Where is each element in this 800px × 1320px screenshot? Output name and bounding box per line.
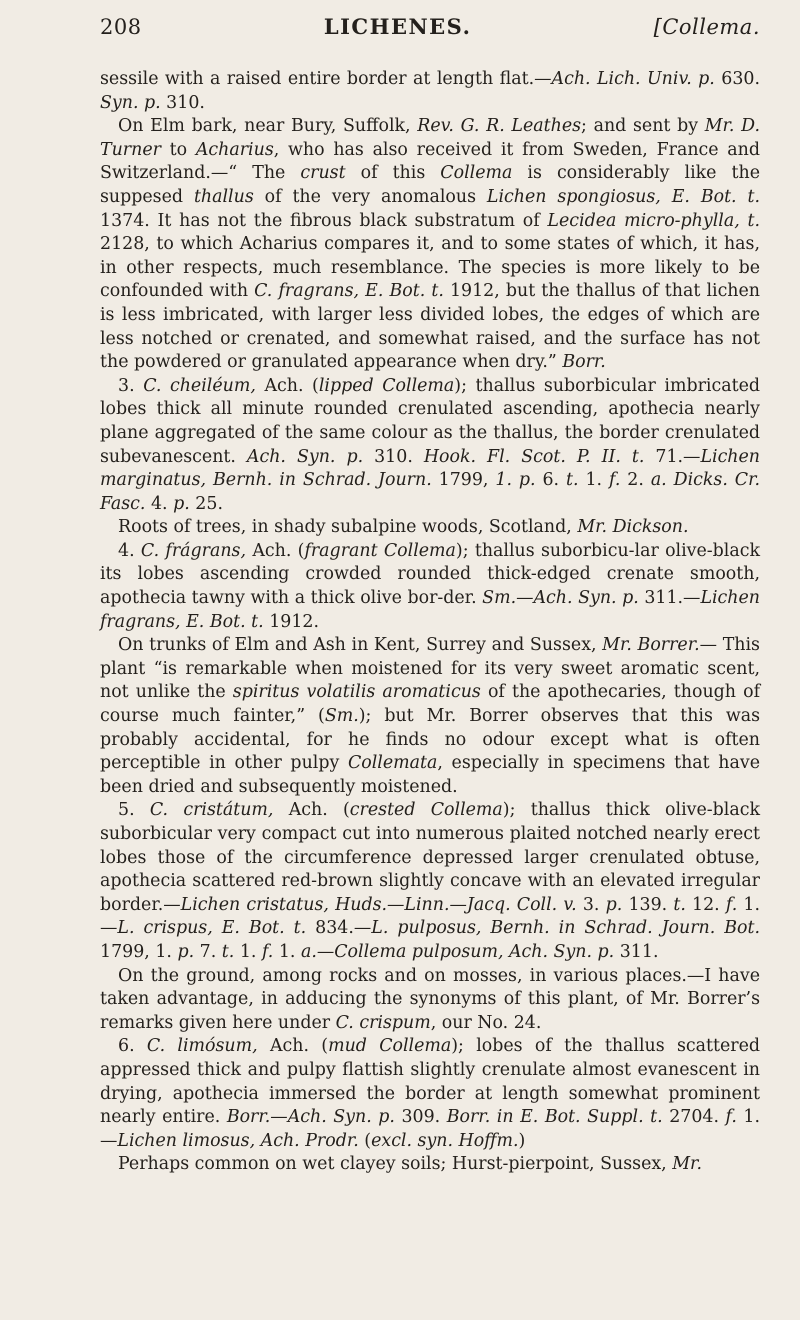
italic-run: t.	[221, 941, 235, 962]
text-run: 311.	[614, 941, 659, 962]
text-run: 834.—	[306, 918, 372, 939]
italic-run: Collemata	[347, 753, 438, 774]
italic-run: L. pulposus, Bernh. in Schrad. Journ. Bot.	[371, 918, 761, 939]
paragraph-habitat-3	[100, 516, 760, 540]
italic-run: Lichen limosus, Ach. Prodr.	[117, 1130, 359, 1151]
italic-run: Mr. Dickson.	[577, 517, 689, 538]
text-run: 12.	[685, 894, 726, 915]
italic-run: 1. p.	[495, 470, 536, 491]
italic-run: C. frágrans,	[140, 540, 247, 561]
italic-run: Lichen spongiosus, E. Bot. t.	[486, 186, 760, 207]
text-run: ); lobes of the thallus scattered appressed thick and pulpy flattish slightly crenulate almost evanescent in drying, apothecia immersed the border at length somewhat prominent nearly entire.	[100, 1036, 761, 1128]
text-run: On trunks of Elm and Ash in Kent, Surrey and Sussex,	[118, 635, 603, 656]
paragraph-species-3	[100, 375, 760, 517]
text-run: Perhaps common on wet clayey soils; Hurst-pierpoint, Sussex,	[118, 1154, 673, 1175]
text-run: 309.	[394, 1107, 447, 1128]
paragraph-habitat-6	[100, 1153, 760, 1177]
text-run: 1.—	[100, 1107, 761, 1151]
italic-run: f.	[725, 894, 738, 915]
italic-run: Mr. Borrer.	[602, 635, 700, 656]
paragraph-habitat-4	[100, 634, 760, 799]
italic-run: lipped Collema	[318, 375, 455, 396]
italic-run: p.	[173, 493, 190, 514]
italic-run: p.	[177, 941, 195, 962]
italic-run: Sm.—Ach. Syn. p.	[482, 588, 639, 609]
text-run: , especially in specimens that have been dried and subsequently moistened.	[100, 753, 760, 797]
text-run: )	[518, 1130, 526, 1151]
italic-run: a. Dicks. Cr. Fasc.	[100, 470, 761, 514]
text-run: 310.	[363, 446, 424, 467]
italic-run: Borr.—Ach. Syn. p.	[226, 1107, 395, 1128]
text-run: 3.	[118, 375, 144, 396]
text-run: ); thallus suborbicular imbricated lobes thick all minute rounded crenulated ascending, apothecia nearly plane aggregated of the same colour as the thallus, the border crenulated subevanescent.	[100, 375, 760, 467]
text-run: On the ground, among rocks and on mosses, in various places.—I have taken advantage, in adducing the synonyms of this plant, of Mr. Borrer’s remarks given here under	[100, 965, 760, 1033]
text-run: of the apothecaries, though of course much fainter,” (	[100, 682, 761, 727]
text-run: ; and sent by	[581, 116, 705, 137]
text-run: (	[358, 1130, 372, 1151]
text-run: is considerably like the suppesed	[100, 163, 760, 207]
text-run: ); but Mr. Borrer observes that this was probably accidental, for he finds no odour except what is often perceptible in other pulpy	[100, 706, 761, 774]
italic-run: Mr. D. Turner	[100, 116, 760, 160]
text-run: 1.	[273, 941, 301, 962]
italic-run: f.	[261, 941, 274, 962]
text-run: 311.—	[638, 588, 701, 609]
text-run: 71.—	[644, 446, 701, 467]
text-run: 6.	[118, 1036, 147, 1057]
paragraph-continuation	[100, 68, 760, 115]
text-run: 139.	[622, 894, 674, 915]
italic-run: Ach. Syn. p.	[246, 446, 364, 467]
text-run: Ach. (	[273, 800, 350, 821]
text-run: 1374. It has not the fibrous black substratum of	[100, 210, 548, 231]
italic-run: Lichen marginatus, Bernh. in Schrad. Journ.	[100, 446, 760, 491]
italic-run: Rev. G. R. Leathes	[417, 116, 582, 137]
text-run: 7.	[194, 941, 222, 962]
italic-run: p.	[605, 894, 623, 915]
italic-run: thallus	[193, 186, 254, 207]
text-run: Ach. (	[246, 540, 305, 561]
text-run: 2128, to which Acharius compares it, and to some states of which, it has, in other respects, much resemblance. The species is more likely to be confounded with	[100, 234, 760, 302]
italic-run: Mr.	[672, 1154, 702, 1175]
text-run: 1912, but the thallus of that lichen is less imbricated, with larger less divided lobes, the edges of which are less notched or crenated, and somewhat raised, and the surface has not the powdered or granulated appearance when dry.”	[100, 281, 760, 373]
italic-run: mud Collema	[328, 1036, 452, 1057]
italic-run: Borr.	[562, 352, 606, 373]
text-run: sessile with a raised entire border at length flat.—	[100, 69, 552, 89]
italic-run: f.	[609, 470, 621, 491]
italic-run: C. limósum,	[146, 1036, 258, 1057]
text-run: 5.	[118, 800, 150, 821]
text-run: 1.—	[100, 894, 760, 939]
italic-run: t.	[673, 894, 686, 915]
paragraph-species-6	[100, 1035, 760, 1153]
italic-run: Lecidea micro-phylla, t.	[547, 210, 760, 231]
italic-run: Acharius	[195, 139, 274, 160]
italic-run: f.	[725, 1107, 737, 1128]
italic-run: Borr. in E. Bot. Suppl. t.	[446, 1107, 663, 1128]
text-run: , our No. 24.	[430, 1012, 542, 1033]
paragraph-habitat-5	[100, 965, 760, 1036]
text-run: 6.	[535, 470, 567, 491]
text-run: of this	[345, 163, 441, 184]
paragraph-species-5	[100, 799, 760, 964]
text-run: 4.	[118, 540, 141, 561]
italic-run: Lichen cristatus, Huds.—Linn.—Jacq. Coll. v.	[180, 894, 577, 915]
italic-run: L. crispus, E. Bot. t.	[117, 918, 307, 939]
text-run: 2.	[620, 470, 651, 491]
text-run: 2704.	[662, 1107, 726, 1128]
text-run: 310.	[160, 92, 205, 113]
text-run: On Elm bark, near Bury, Suffolk,	[118, 116, 418, 137]
italic-run: C. cheiléum,	[143, 375, 256, 396]
italic-run: spiritus volatilis aromaticus	[232, 682, 481, 703]
italic-run: t.	[566, 470, 579, 491]
page-number: 208	[100, 15, 142, 39]
text-run: 630.	[714, 69, 761, 89]
italic-run: excl. syn. Hoffm.	[371, 1130, 519, 1151]
italic-run: Syn. p.	[100, 92, 161, 113]
text-run: Roots of trees, in shady subalpine woods, Scotland,	[118, 517, 578, 538]
paragraph-species-4	[100, 540, 760, 634]
italic-run: Sm.	[324, 706, 359, 727]
paragraph-habitat-note	[100, 115, 760, 375]
italic-run: crust	[300, 163, 346, 184]
text-run: 1.	[234, 941, 262, 962]
text-run: Ach. (	[257, 1036, 329, 1057]
running-title: LICHENES.	[323, 14, 472, 39]
italic-run: C. fragrans, E. Bot. t.	[254, 281, 444, 302]
text-run: 1912.	[263, 611, 320, 632]
text-run: ); thallus thick olive-black suborbicular very compact cut into numerous plaited notched nearly erect lobes those of the circumference depressed larger crenulated obtuse, apothecia scattered red-brown slightly concave with an elevated irregular border.—	[100, 800, 760, 915]
text-run: 25.	[189, 493, 223, 514]
italic-run: C. crispum	[335, 1012, 431, 1033]
italic-run: a.—Collema pulposum, Ach. Syn. p.	[300, 941, 615, 962]
text-run: ); thallus suborbicu-lar olive-black its lobes ascending crowded rounded thick-edged crenate smooth, apothecia tawny with a thick olive bor-der.	[100, 540, 761, 609]
italic-run: fragrant Collema	[304, 540, 456, 561]
text-run: Ach. (	[255, 375, 319, 396]
italic-run: Hook. Fl. Scot. P. II. t.	[423, 446, 645, 467]
italic-run: crested Collema	[349, 800, 503, 821]
text-run: to	[160, 139, 196, 160]
text-run: 1799, 1.	[100, 941, 178, 962]
text-run: 3.	[576, 894, 606, 915]
text-run: 1799,	[431, 470, 496, 491]
running-head	[100, 14, 760, 48]
body-text	[100, 68, 760, 1177]
italic-run: Lichen fragrans, E. Bot. t.	[100, 588, 760, 632]
text-run: — This plant “is remarkable when moistened for its very sweet aromatic scent, not unlike the	[100, 635, 760, 703]
text-run: 1.	[578, 470, 609, 491]
text-run: of the very anomalous	[253, 186, 487, 207]
text-run: 4.	[145, 493, 174, 514]
italic-run: C. cristátum,	[149, 800, 274, 821]
italic-run: Collema	[440, 163, 513, 184]
genus-heading: [Collema.	[653, 15, 760, 39]
italic-run: Ach. Lich. Univ. p.	[551, 69, 715, 89]
text-run: , who has also received it from Sweden, France and Switzerland.—“ The	[100, 139, 760, 184]
